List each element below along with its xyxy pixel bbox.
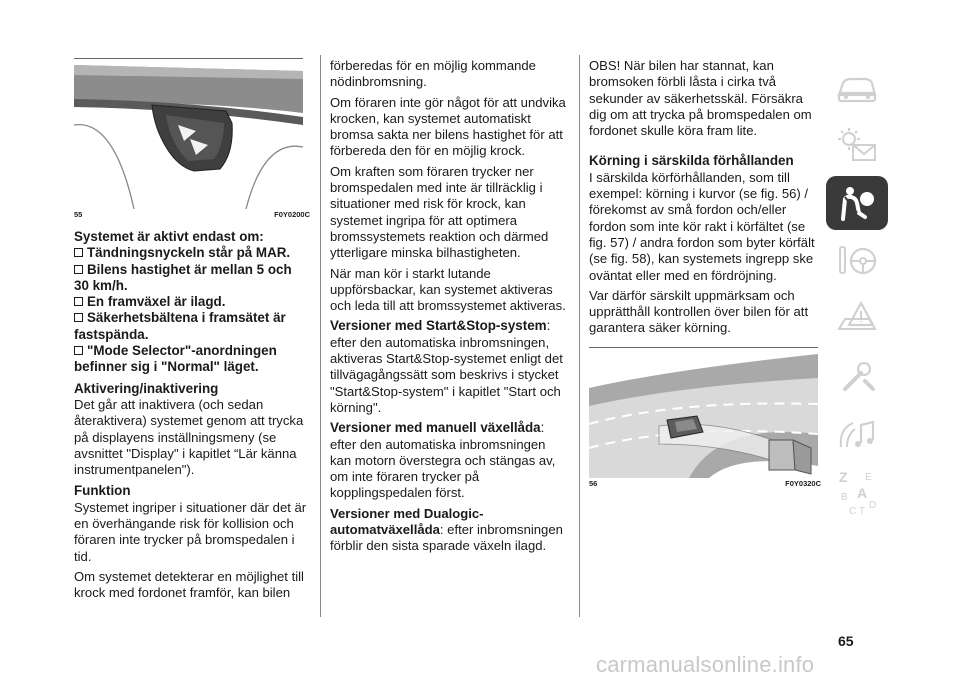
column-right: [589, 58, 821, 498]
multimedia-music-icon: [835, 415, 879, 455]
activation-heading: Aktivering/inaktivering: [74, 380, 219, 396]
column-divider: [320, 55, 321, 617]
index-letter: C: [849, 506, 857, 517]
figure-code: F0Y0200C: [274, 210, 310, 219]
paragraph: Var därför särskilt uppmärksam och upprätthåll kontrollen över bilen för att garantera säker körning.: [589, 287, 809, 336]
column-divider: [579, 55, 580, 617]
dualogic-text: efter inbromsningen förblir den sista sparade växeln ilagd.: [330, 522, 563, 554]
start-stop-text: efter den automatiska inbromsningen, aktiveras Start&Stop-systemet enligt det tillvägagångssätt som beskrivs i stycket "Start&Stop-system" i kapitlet "Start och körning".: [330, 334, 563, 415]
nav-tab-index[interactable]: [826, 466, 888, 520]
figure-56-caption: [589, 479, 821, 489]
checklist-text: Bilens hastighet är mellan 5 och 30 km/h.: [74, 261, 292, 293]
column-middle: [330, 58, 570, 559]
key-steering-wheel-icon: [835, 241, 879, 281]
manual-gearbox-heading: Versioner med manuell växellåda:: [330, 420, 545, 436]
windshield-camera-illustration: [74, 59, 303, 209]
index-letter: Z: [839, 469, 848, 485]
nav-tab-warning-lights[interactable]: [826, 118, 888, 172]
function-paragraph: Systemet ingriper i situationer där det är en överhängande risk för kollision och föraren inte trycker på bromspedalen i tid.: [74, 499, 307, 564]
checklist-item: [74, 310, 310, 343]
checkbox-icon: [74, 346, 83, 355]
checkbox-icon: [74, 248, 83, 257]
index-letter: D: [869, 500, 877, 511]
car-dashboard-icon: [835, 67, 879, 107]
seatbelt-airbag-icon: [835, 183, 879, 223]
activation-text: Det går att inaktivera (och sedan återaktivera) systemet genom att trycka på displayens inställningsmeny (se avsnittet "Display" i kapitlet “Lär känna instrumentpanelen").: [74, 396, 304, 478]
column-left: [74, 58, 310, 606]
checklist-item: [74, 343, 310, 376]
checklist-item: [74, 245, 310, 261]
figure-code: F0Y0320C: [785, 478, 821, 488]
checklist-text: Säkerhetsbältena i framsätet är fastspända.: [74, 310, 286, 342]
checklist-item: [74, 294, 310, 310]
page-number: 65: [838, 633, 854, 649]
start-stop-heading: Versioner med Start&Stop-system:: [330, 318, 551, 334]
checkbox-icon: [74, 313, 83, 322]
checklist-text: En framväxel är ilagd.: [87, 294, 226, 310]
conditions-heading: Systemet är aktivt endast om:: [74, 229, 264, 244]
special-conditions-heading: Körning i särskilda förhållanden: [589, 153, 794, 169]
index-letter: B: [841, 492, 848, 503]
function-paragraph: Om systemet detekterar en möjlighet till krock med fordonet framför, kan bilen: [74, 568, 304, 601]
watermark: carmanualsonline.info: [596, 652, 815, 677]
function-heading: Funktion: [74, 483, 131, 499]
nav-tab-multimedia[interactable]: [826, 408, 888, 462]
alphabetical-index-icon: [835, 468, 879, 518]
checklist-text: Tändningsnyckeln står på MAR.: [87, 245, 291, 261]
nav-tab-dashboard[interactable]: [826, 60, 888, 114]
checkbox-icon: [74, 297, 83, 306]
nav-tab-starting-driving[interactable]: [826, 234, 888, 288]
paragraph: När man kör i starkt lutande uppförsbackar, kan systemet aktiveras och leda till att bromssystemet aktiveras.: [330, 265, 566, 314]
figure-number: 56: [589, 478, 598, 488]
figure-55-caption: [74, 210, 310, 220]
service-tools-icon: [835, 357, 879, 397]
index-letter: E: [865, 472, 872, 483]
index-letter: T: [859, 506, 866, 517]
figure-56: [589, 347, 818, 478]
nav-tab-safety[interactable]: [826, 176, 888, 230]
manual-gearbox-text: efter den automatiska inbromsningen kan motorn överstegra och stängas av, om inte föraren trycker på kopplingspedalen först.: [330, 436, 556, 501]
warning-lights-message-icon: [835, 125, 879, 165]
paragraph: I särskilda körförhållanden, som till exempel: körning i kurvor (se fig. 56) / förekomst av små fordon och/eller fordon som inte kör rakt i körfältet (se fig. 57) / andra fordon som byter körfält (se fig. 58), kan systemets ingrepp ske oväntat eller med en fördröjning.: [589, 169, 815, 283]
checklist-item: [74, 262, 310, 295]
paragraph: förberedas för en möjlig kommande nödinbromsning.: [330, 58, 536, 90]
chapter-navigation: [826, 60, 888, 524]
index-letter: A: [857, 485, 868, 501]
dualogic-paragraph: Versioner med Dualogic-automatväxellåda: efter inbromsningen förblir den sista sparade växeln ilagd.: [330, 505, 563, 554]
figure-55: [74, 58, 303, 209]
paragraph: Om kraften som föraren trycker ner bromspedalen med inte är tillräcklig i situationer med risk för krock, kan systemet ingripa för att optimera bromssystemets reaktion och därmed ytterligare minska bilhastigheten.: [330, 163, 549, 261]
figure-number: 55: [74, 210, 83, 219]
paragraph: Om föraren inte gör något för att undvika krocken, kan systemet automatiskt bromsa sakta ner bilens hastighet för att förbereda den för en möjlig krock.: [330, 94, 566, 159]
nav-tab-maintenance[interactable]: [826, 350, 888, 404]
paragraph: OBS! När bilen har stannat, kan bromsoken förbli låsta i cirka två sekunder av säkerhetsskäl. Försäkra dig om att trycka på bromspedalen om fordonet skulle köra fram lite.: [589, 58, 812, 139]
checklist-text: "Mode Selector"-anordningen befinner sig i "Normal" läget.: [74, 343, 277, 375]
nav-tab-emergency[interactable]: [826, 292, 888, 346]
breakdown-warning-triangle-icon: [835, 299, 879, 339]
dualogic-heading: Versioner med Dualogic-automatväxellåda: [330, 505, 484, 538]
curve-driving-illustration: [589, 348, 818, 478]
checkbox-icon: [74, 265, 83, 274]
